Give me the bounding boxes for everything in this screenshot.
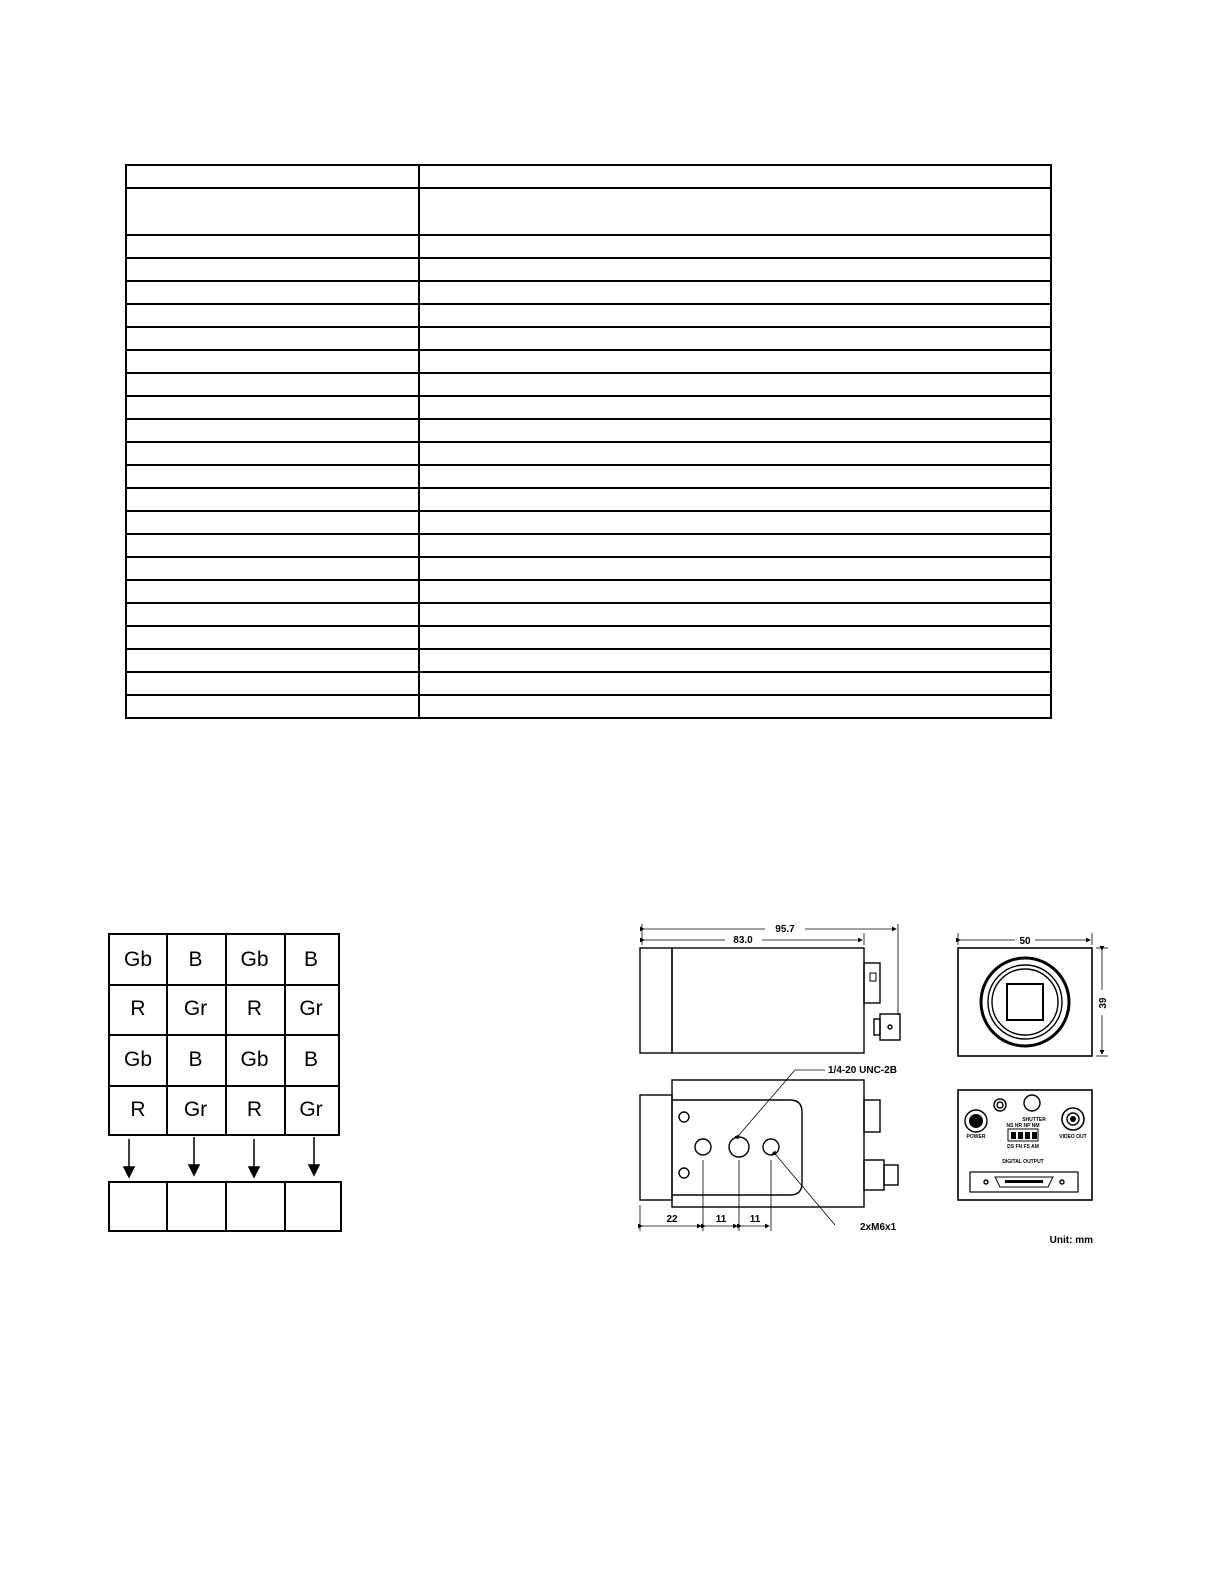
- screw-holes-label: 2xM6x1: [860, 1222, 897, 1233]
- spec-label-cell: [126, 396, 419, 419]
- spec-value-cell: [419, 695, 1051, 718]
- spec-row: [126, 626, 1051, 649]
- spec-value-cell: [419, 258, 1051, 281]
- spec-row: [126, 373, 1051, 396]
- spec-row: [126, 235, 1051, 258]
- switch-bottom-label: DS FN FS AM: [1007, 1144, 1039, 1150]
- spec-value-cell: [419, 557, 1051, 580]
- spec-value-cell: [419, 350, 1051, 373]
- spec-row: [126, 327, 1051, 350]
- spec-value-cell: [419, 626, 1051, 649]
- arrow-down-icon: [189, 1165, 199, 1175]
- spec-label-cell: [126, 258, 419, 281]
- bayer-cell: R: [130, 997, 146, 1020]
- bayer-cell: B: [188, 1047, 203, 1071]
- spec-label-cell: [126, 580, 419, 603]
- bayer-cell: Gr: [299, 1097, 323, 1121]
- dim-body-length: 83.0: [733, 935, 753, 946]
- spec-label-cell: [126, 488, 419, 511]
- spec-row: [126, 557, 1051, 580]
- spec-label-cell: [126, 281, 419, 304]
- dim-height: 39: [1098, 997, 1109, 1009]
- spec-row: [126, 649, 1051, 672]
- bayer-cell: Gb: [240, 1047, 269, 1071]
- spec-row: [126, 442, 1051, 465]
- bayer-cell: B: [303, 1047, 318, 1071]
- bayer-grid: [108, 933, 340, 1136]
- spec-row: [126, 511, 1051, 534]
- spec-label-cell: [126, 442, 419, 465]
- bayer-cell: R: [130, 1097, 146, 1121]
- spec-label-cell: [126, 188, 419, 235]
- bayer-cell: R: [246, 997, 263, 1020]
- arrow-down-icon: [249, 1167, 259, 1177]
- dim-front: 22: [666, 1214, 678, 1225]
- spec-row: [126, 396, 1051, 419]
- spec-row: [126, 488, 1051, 511]
- spec-label-cell: [126, 235, 419, 258]
- spec-label-cell: [126, 626, 419, 649]
- spec-value-cell: [419, 465, 1051, 488]
- spec-value-cell: [419, 165, 1051, 188]
- bayer-output-row: [108, 1181, 342, 1232]
- dim-total-length: 95.7: [775, 924, 795, 935]
- bayer-cell: B: [188, 947, 203, 971]
- spec-row: [126, 465, 1051, 488]
- switch-top-label: NS NR NP NM: [1006, 1123, 1040, 1129]
- spec-row: [126, 419, 1051, 442]
- spec-label-cell: [126, 304, 419, 327]
- spec-label-cell: [126, 419, 419, 442]
- spec-row: [126, 534, 1051, 557]
- spec-value-cell: [419, 281, 1051, 304]
- bayer-arrows: [108, 1133, 348, 1183]
- spec-row: [126, 695, 1051, 718]
- bayer-cell: Gr: [183, 997, 208, 1020]
- spec-row: [126, 165, 1051, 188]
- bottom-view: [640, 1080, 898, 1207]
- spec-value-cell: [419, 235, 1051, 258]
- spec-row: [126, 672, 1051, 695]
- dim-spacing-2: 11: [749, 1214, 761, 1225]
- spec-label-cell: [126, 695, 419, 718]
- dim-width: 50: [1019, 936, 1031, 947]
- bayer-cell: Gb: [123, 1047, 152, 1071]
- spec-value-cell: [419, 442, 1051, 465]
- spec-label-cell: [126, 373, 419, 396]
- unit-label: Unit: mm: [1049, 1235, 1093, 1246]
- power-label: POWER: [966, 1134, 986, 1140]
- spec-table-body: [126, 165, 1051, 718]
- spec-value-cell: [419, 304, 1051, 327]
- spec-value-cell: [419, 419, 1051, 442]
- spec-label-cell: [126, 649, 419, 672]
- arrow-down-icon: [309, 1165, 319, 1175]
- spec-label-cell: [126, 534, 419, 557]
- spec-row: [126, 188, 1051, 235]
- bayer-cell: R: [246, 1097, 263, 1121]
- spec-label-cell: [126, 465, 419, 488]
- spec-value-cell: [419, 188, 1051, 235]
- bayer-cell: Gb: [123, 947, 152, 971]
- spec-row: [126, 258, 1051, 281]
- video-out-label: VIDEO OUT: [1059, 1134, 1087, 1140]
- spec-label-cell: [126, 165, 419, 188]
- shutter-dial-icon: [1024, 1095, 1040, 1111]
- dim-spacing-1: 11: [715, 1214, 727, 1225]
- spec-row: [126, 580, 1051, 603]
- spec-value-cell: [419, 580, 1051, 603]
- spec-value-cell: [419, 327, 1051, 350]
- spec-row: [126, 350, 1051, 373]
- spec-value-cell: [419, 511, 1051, 534]
- bayer-cell: Gb: [240, 947, 269, 971]
- mount-thread-label: 1/4-20 UNC-2B: [828, 1065, 897, 1076]
- bayer-cell: Gr: [299, 997, 323, 1020]
- spec-value-cell: [419, 672, 1051, 695]
- spec-label-cell: [126, 511, 419, 534]
- spec-value-cell: [419, 373, 1051, 396]
- spec-value-cell: [419, 488, 1051, 511]
- shutter-label: SHUTTER: [1022, 1117, 1046, 1123]
- digital-output-label: DIGITAL OUTPUT: [1002, 1159, 1044, 1165]
- bayer-cell: Gr: [183, 1097, 208, 1121]
- spec-value-cell: [419, 603, 1051, 626]
- spec-label-cell: [126, 327, 419, 350]
- spec-row: [126, 603, 1051, 626]
- arrow-down-icon: [124, 1167, 134, 1177]
- front-view: [958, 948, 1092, 1056]
- bayer-cell: B: [303, 947, 318, 971]
- spec-row: [126, 281, 1051, 304]
- spec-row: [126, 304, 1051, 327]
- dimension-drawing: [630, 915, 1110, 1255]
- side-view: [640, 948, 900, 1053]
- spec-label-cell: [126, 557, 419, 580]
- spec-label-cell: [126, 603, 419, 626]
- spec-value-cell: [419, 396, 1051, 419]
- spec-value-cell: [419, 534, 1051, 557]
- spec-value-cell: [419, 649, 1051, 672]
- spec-label-cell: [126, 350, 419, 373]
- spec-label-cell: [126, 672, 419, 695]
- spec-table: [125, 164, 1052, 719]
